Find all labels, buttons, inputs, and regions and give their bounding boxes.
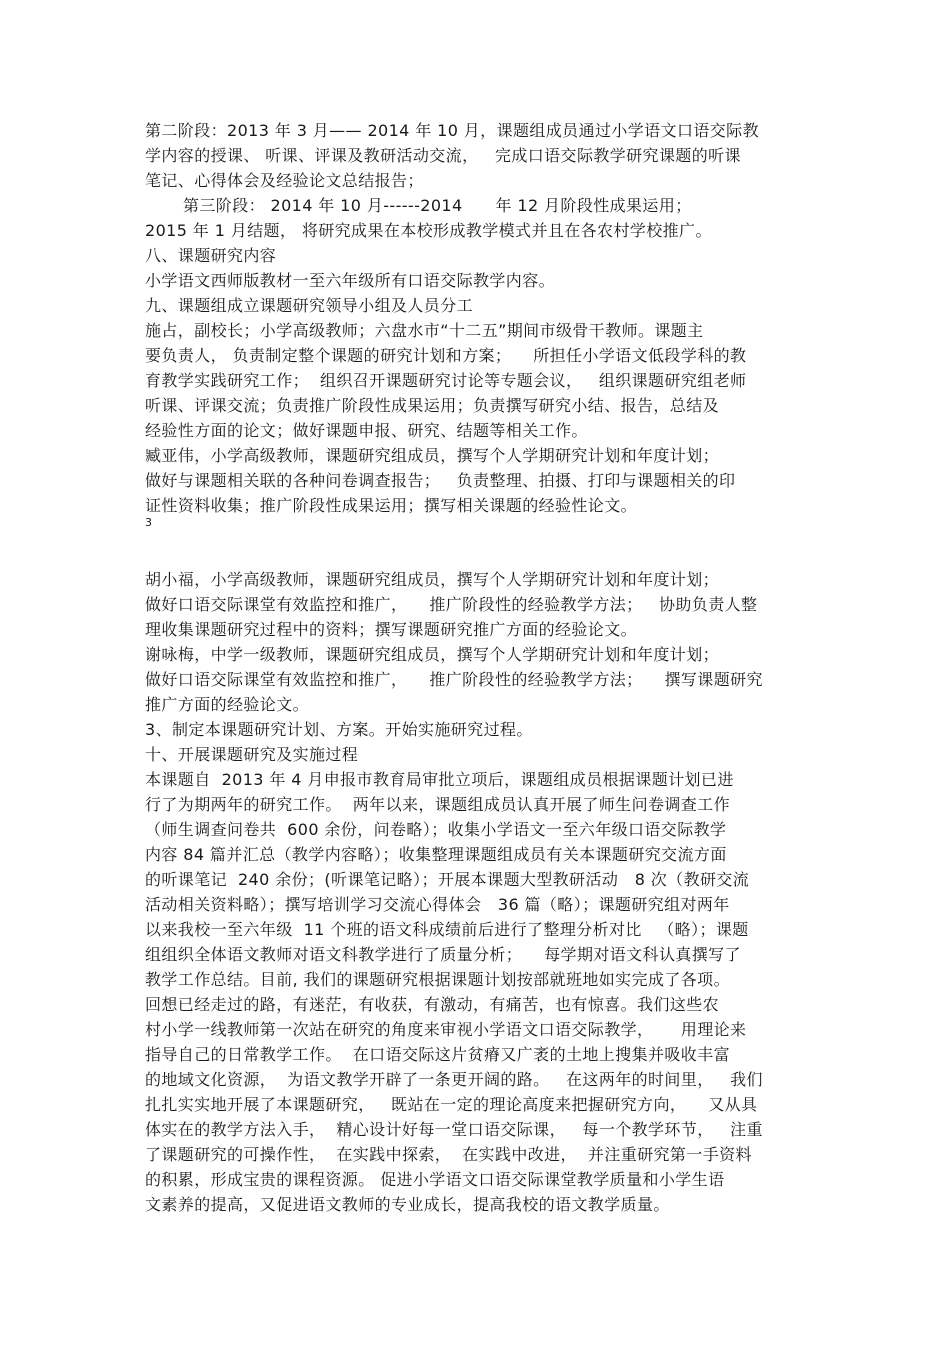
text-line: 臧亚伟，小学高级教师，课题研究组成员，撰写个人学期研究计划和年度计划；: [145, 446, 720, 465]
text-line: 施占，副校长；小学高级教师；六盘水市“十二五”期间市级骨干教师。课题主: [145, 321, 704, 340]
text-line: 的听课笔记 240 余份；(听课笔记略）；开展本课题大型教研活动 8 次（教研交流: [145, 870, 750, 889]
text-line: 回想已经走过的路，有迷茫，有收获，有激动，有痛苦，也有惊喜。我们这些农: [145, 995, 720, 1014]
text-line: 推广方面的经验论文。: [145, 695, 310, 714]
text-line: 行了为期两年的研究工作。 两年以来，课题组成员认真开展了师生问卷调查工作: [145, 795, 730, 814]
text-line: 2015 年 1 月结题， 将研究成果在本校形成教学模式并且在各农村学校推广。: [145, 221, 712, 240]
text-line: 胡小福，小学高级教师，课题研究组成员，撰写个人学期研究计划和年度计划；: [145, 570, 720, 589]
text-line: 笔记、心得体会及经验论文总结报告；: [145, 171, 424, 190]
text-line: 育教学实践研究工作； 组织召开课题研究讨论等专题会议， 组织课题研究组老师: [145, 371, 747, 390]
text-line: 组组织全体语文教师对语文科教学进行了质量分析； 每学期对语文科认真撰写了: [145, 945, 741, 964]
text-line: 指导自己的日常教学工作。 在口语交际这片贫瘠又广袤的土地上搜集并吸收丰富: [145, 1045, 730, 1064]
text-line: 小学语文西师版教材一至六年级所有口语交际教学内容。: [145, 271, 556, 290]
text-line: 内容 84 篇并汇总（教学内容略）；收集整理课题组成员有关本课题研究交流方面: [145, 845, 727, 864]
text-line: 听课、评课交流；负责推广阶段性成果运用；负责撰写研究小结、报告，总结及: [145, 396, 720, 415]
page-number: 3: [145, 516, 152, 529]
section-heading: 九、课题组成立课题研究领导小组及人员分工: [145, 296, 474, 315]
text-line: 做好口语交际课堂有效监控和推广， 推广阶段性的经验教学方法； 协助负责人整: [145, 595, 758, 614]
text-line: 做好与课题相关联的各种问卷调查报告； 负责整理、拍摄、打印与课题相关的印: [145, 471, 736, 490]
text-line: 要负责人， 负责制定整个课题的研究计划和方案； 所担任小学语文低段学科的教: [145, 346, 747, 365]
text-line: 第三阶段： 2014 年 10 月------2014 年 12 月阶段性成果运用；: [183, 196, 692, 215]
text-line: 村小学一线教师第一次站在研究的角度来审视小学语文口语交际教学， 用理论来: [145, 1020, 747, 1039]
section-heading: 八、课题研究内容: [145, 246, 277, 265]
text-line: 做好口语交际课堂有效监控和推广， 推广阶段性的经验教学方法； 撰写课题研究: [145, 670, 763, 689]
text-line: 体实在的教学方法入手， 精心设计好每一堂口语交际课， 每一个教学环节， 注重: [145, 1120, 763, 1139]
text-line: 经验性方面的论文；做好课题申报、研究、结题等相关工作。: [145, 421, 588, 440]
text-line: 了课题研究的可操作性， 在实践中探索， 在实践中改进， 并注重研究第一手资料: [145, 1145, 752, 1164]
text-line: （师生调查问卷共 600 余份，问卷略）；收集小学语文一至六年级口语交际教学: [145, 820, 727, 839]
text-line: 文素养的提高，又促进语文教师的专业成长，提高我校的语文教学质量。: [145, 1195, 670, 1214]
text-line: 扎扎实实地开展了本课题研究， 既站在一定的理论高度来把握研究方向， 又从具: [145, 1095, 758, 1114]
text-line: 证性资料收集；推广阶段性成果运用；撰写相关课题的经验性论文。: [145, 496, 638, 515]
text-line: 的地域文化资源， 为语文教学开辟了一条更开阔的路。 在这两年的时间里， 我们: [145, 1070, 763, 1089]
text-line: 活动相关资料略）；撰写培训学习交流心得体会 36 篇（略）；课题研究组对两年: [145, 895, 730, 914]
text-line: 以来我校一至六年级 11 个班的语文科成绩前后进行了整理分析对比 （略）；课题: [145, 920, 749, 939]
text-line: 第二阶段：2013 年 3 月—— 2014 年 10 月，课题组成员通过小学语文口语交际教: [145, 121, 759, 140]
text-line: 谢咏梅，中学一级教师，课题研究组成员，撰写个人学期研究计划和年度计划；: [145, 645, 720, 664]
text-line: 本课题自 2013 年 4 月申报市教育局审批立项后，课题组成员根据课题计划已进: [145, 770, 734, 789]
text-line: 理收集课题研究过程中的资料；撰写课题研究推广方面的经验论文。: [145, 620, 638, 639]
text-line: 3、制定本课题研究计划、方案。开始实施研究过程。: [145, 720, 533, 739]
text-line: 的积累，形成宝贵的课程资源。 促进小学语文口语交际课堂教学质量和小学生语: [145, 1170, 725, 1189]
text-line: 教学工作总结。目前, 我们的课题研究根据课题计划按部就班地如实完成了各项。: [145, 970, 730, 989]
text-line: 学内容的授课、 听课、评课及教研活动交流， 完成口语交际教学研究课题的听课: [145, 146, 741, 165]
section-heading: 十、开展课题研究及实施过程: [145, 745, 359, 764]
